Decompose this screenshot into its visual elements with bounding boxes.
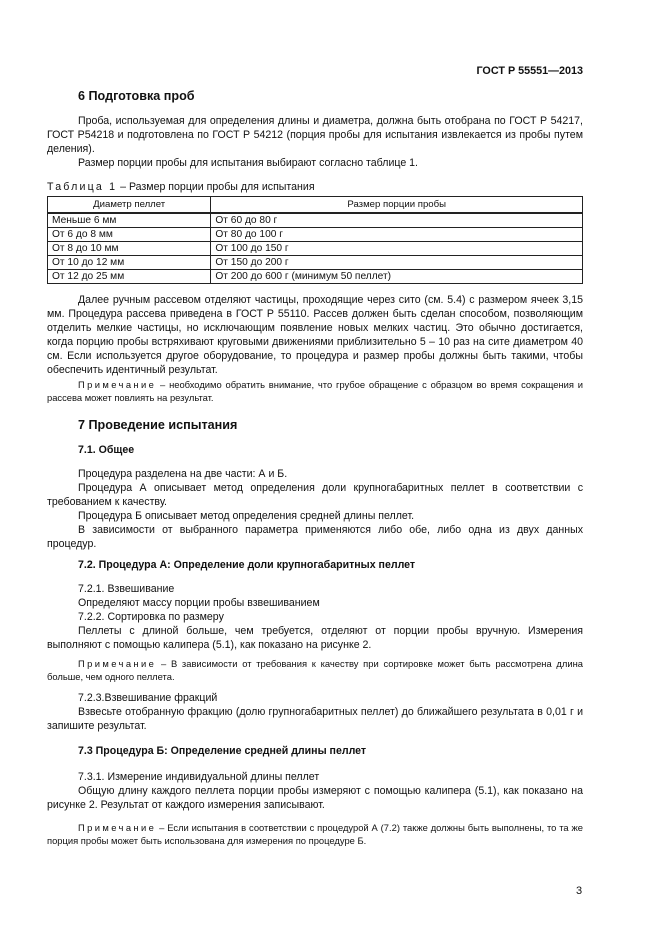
note-text: – необходимо обратить внимание, что грубое обращение с образцом во время сокращения и рассева может повлиять на результат. xyxy=(47,379,583,403)
note-text: – В зависимости от требования к качеству при сортировке может быть рассмотрена длина больше, чем одного пеллета. xyxy=(47,658,583,682)
subsection-7-2-3-title: 7.2.3.Взвешивание фракций xyxy=(78,692,218,704)
subsection-7-1-paragraph: Процедура разделена на две части: А и Б. xyxy=(78,468,288,480)
subsection-7-1-paragraph: Процедура Б описывает метод определения средней длины пеллет. xyxy=(78,510,415,523)
table-header-sample-size: Размер порции пробы xyxy=(211,197,583,214)
section-6-paragraph-2: Размер порции пробы для испытания выбирают согласно таблице 1. xyxy=(78,157,418,170)
note-label: Примечание xyxy=(78,822,157,833)
table-caption xyxy=(47,180,583,194)
table-cell: От 10 до 12 мм xyxy=(48,256,211,270)
document-header: ГОСТ Р 55551—2013 xyxy=(476,65,583,77)
subsection-7-2-1-paragraph: Определяют массу порции пробы взвешиванием xyxy=(78,597,320,610)
note-text: – Если испытания в соответствии с процедурой А (7.2) также должны быть выполнены, то та же порция пробы может быть использована для измерения по процедуре Б. xyxy=(47,822,583,846)
table-cell: От 12 до 25 мм xyxy=(48,270,211,284)
subsection-7-1-paragraph: Процедура А описывает метод определения доли крупногабаритных пеллет в соответствии с требованием к качеству. xyxy=(47,482,583,509)
subsection-7-3-1-paragraph: Общую длину каждого пеллета порции пробы измеряют с помощью калипера (5.1), как показано на рисунке 2. Результат от каждого измерения записывают. xyxy=(47,785,583,812)
subsection-7-2-note xyxy=(47,658,583,684)
subsection-7-2-3-paragraph: Взвесьте отобранную фракцию (долю групногабаритных пеллет) до ближайшего результата в 0,01 г и запишите результат. xyxy=(47,706,583,733)
table-caption-text: – Размер порции пробы для испытания xyxy=(117,181,315,193)
subsection-7-3-note xyxy=(47,822,583,848)
table-cell: От 100 до 150 г xyxy=(211,242,583,256)
note-label: Примечание xyxy=(78,379,157,390)
table-cell: От 200 до 600 г (минимум 50 пеллет) xyxy=(211,270,583,284)
subsection-7-3-1-title: 7.3.1. Измерение индивидуальной длины пеллет xyxy=(78,771,320,783)
section-6-note xyxy=(47,379,583,405)
table-row xyxy=(48,213,583,228)
sample-size-table xyxy=(47,196,583,284)
table-row xyxy=(48,270,583,284)
table-row xyxy=(48,256,583,270)
table-header-diameter: Диаметр пеллет xyxy=(48,197,211,214)
section-7-title: 7 Проведение испытания xyxy=(78,418,238,432)
subsection-7-3-title: 7.3 Процедура Б: Определение средней длины пеллет xyxy=(78,745,367,757)
subsection-7-2-2-paragraph: Пеллеты с длиной больше, чем требуется, отделяют от порции пробы вручную. Измерения выполняют с помощью калипера (5.1), как показано на рисунке 2. xyxy=(47,625,583,652)
subsection-7-2-title: 7.2. Процедура А: Определение доли крупногабаритных пеллет xyxy=(78,559,416,571)
table-cell: От 6 до 8 мм xyxy=(48,228,211,242)
section-6-paragraph-3: Далее ручным рассевом отделяют частицы, проходящие через сито (см. 5.4) с размером ячеек 3,15 мм. Процедура рассева приведена в ГОСТ Р 55110. Рассев должен быть сделан способом, позволяющим отделить мелкие частицы, но исключающим появление новых мелких частиц. Это обычно достигается, когда порцию пробы встряхивают круговыми движениями приблизительно 5 – 10 раз на сите диаметром 40 см. Если используется другое оборудование, то процедура и размер пробы должны быть такими, чтобы обеспечить идентичный результат. xyxy=(47,294,583,377)
table-row xyxy=(48,242,583,256)
table-cell: От 150 до 200 г xyxy=(211,256,583,270)
table-caption-label: Таблица 1 xyxy=(47,181,118,193)
table-cell: От 80 до 100 г xyxy=(211,228,583,242)
table-cell: От 60 до 80 г xyxy=(211,213,583,228)
table-row xyxy=(48,228,583,242)
subsection-7-1-paragraph: В зависимости от выбранного параметра применяются либо обе, либо одна из двух данных процедур. xyxy=(47,524,583,551)
subsection-7-2-1-title: 7.2.1. Взвешивание xyxy=(78,583,175,595)
page-number: 3 xyxy=(576,885,583,897)
section-6-title: 6 Подготовка проб xyxy=(78,89,195,103)
subsection-7-1-title: 7.1. Общее xyxy=(78,444,135,456)
table-cell: Меньше 6 мм xyxy=(48,213,211,228)
subsection-7-2-2-title: 7.2.2. Сортировка по размеру xyxy=(78,611,224,624)
note-label: Примечание xyxy=(78,658,157,669)
table-cell: От 8 до 10 мм xyxy=(48,242,211,256)
section-6-paragraph-1: Проба, используемая для определения длины и диаметра, должна быть отобрана по ГОСТ Р 54217, ГОСТ Р54218 и подготовлена по ГОСТ Р 54212 (порция пробы для испытания извлекается из пробы путем деления). xyxy=(47,115,583,156)
